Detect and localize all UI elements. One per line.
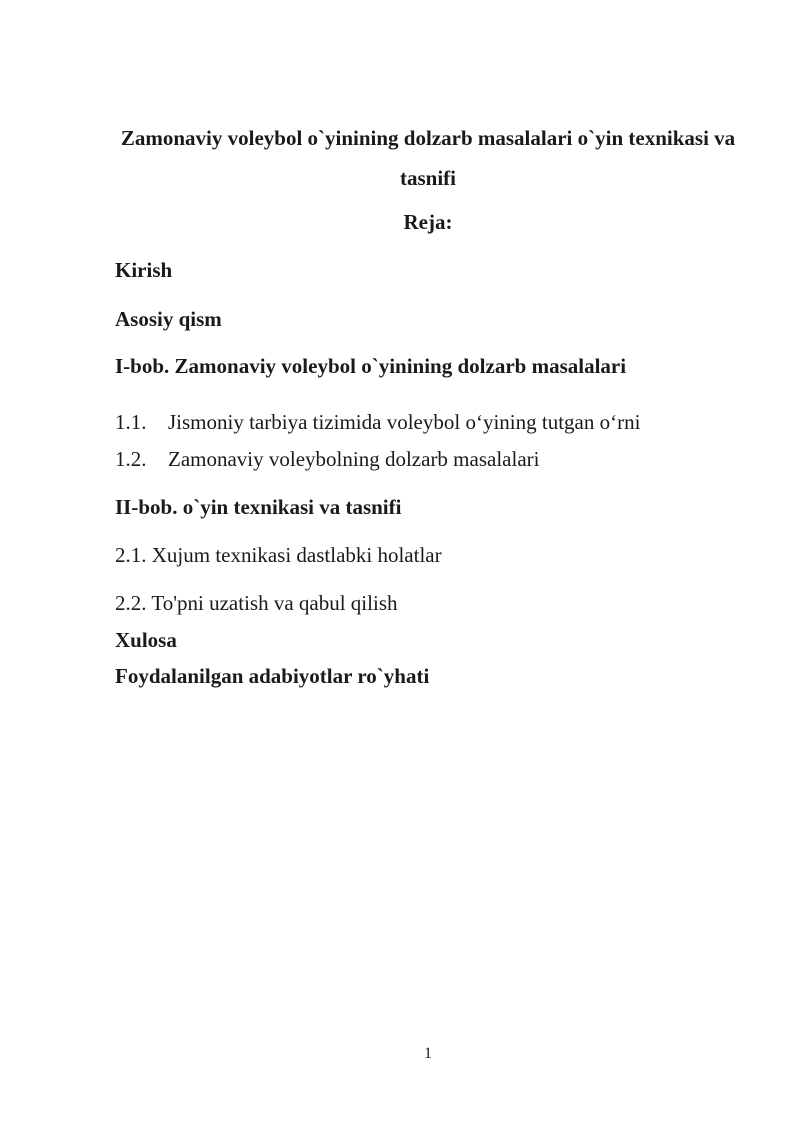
section-title: Jismoniy tarbiya tizimida voleybol o‘yining tutgan o‘rni <box>168 410 641 434</box>
toc-section-1-2 <box>115 445 539 473</box>
toc-section-1-1 <box>115 408 640 436</box>
toc-item-main-part: Asosiy qism <box>115 307 222 331</box>
section-number: 1.1. <box>115 410 147 434</box>
section-title: Zamonaviy voleybolning dolzarb masalalari <box>168 447 540 471</box>
toc-section-2-2: 2.2. To'pni uzatish va qabul qilish <box>115 591 398 615</box>
toc-item-conclusion: Xulosa <box>115 628 177 652</box>
section-number: 1.2. <box>115 447 147 471</box>
plan-heading: Reja: <box>403 210 453 234</box>
toc-chapter-2: II-bob. o`yin texnikasi va tasnifi <box>115 495 402 519</box>
toc-section-2-1: 2.1. Xujum texnikasi dastlabki holatlar <box>115 543 442 567</box>
toc-item-intro: Kirish <box>115 258 173 282</box>
document-title: Zamonaviy voleybol o`yinining dolzarb masalalari o`yin texnikasi va tasnifi <box>120 126 736 190</box>
toc-item-references: Foydalanilgan adabiyotlar ro`yhati <box>115 664 430 688</box>
page-number: 1 <box>424 1045 432 1062</box>
toc-chapter-1: I-bob. Zamonaviy voleybol o`yinining dolzarb masalalari <box>115 354 627 378</box>
